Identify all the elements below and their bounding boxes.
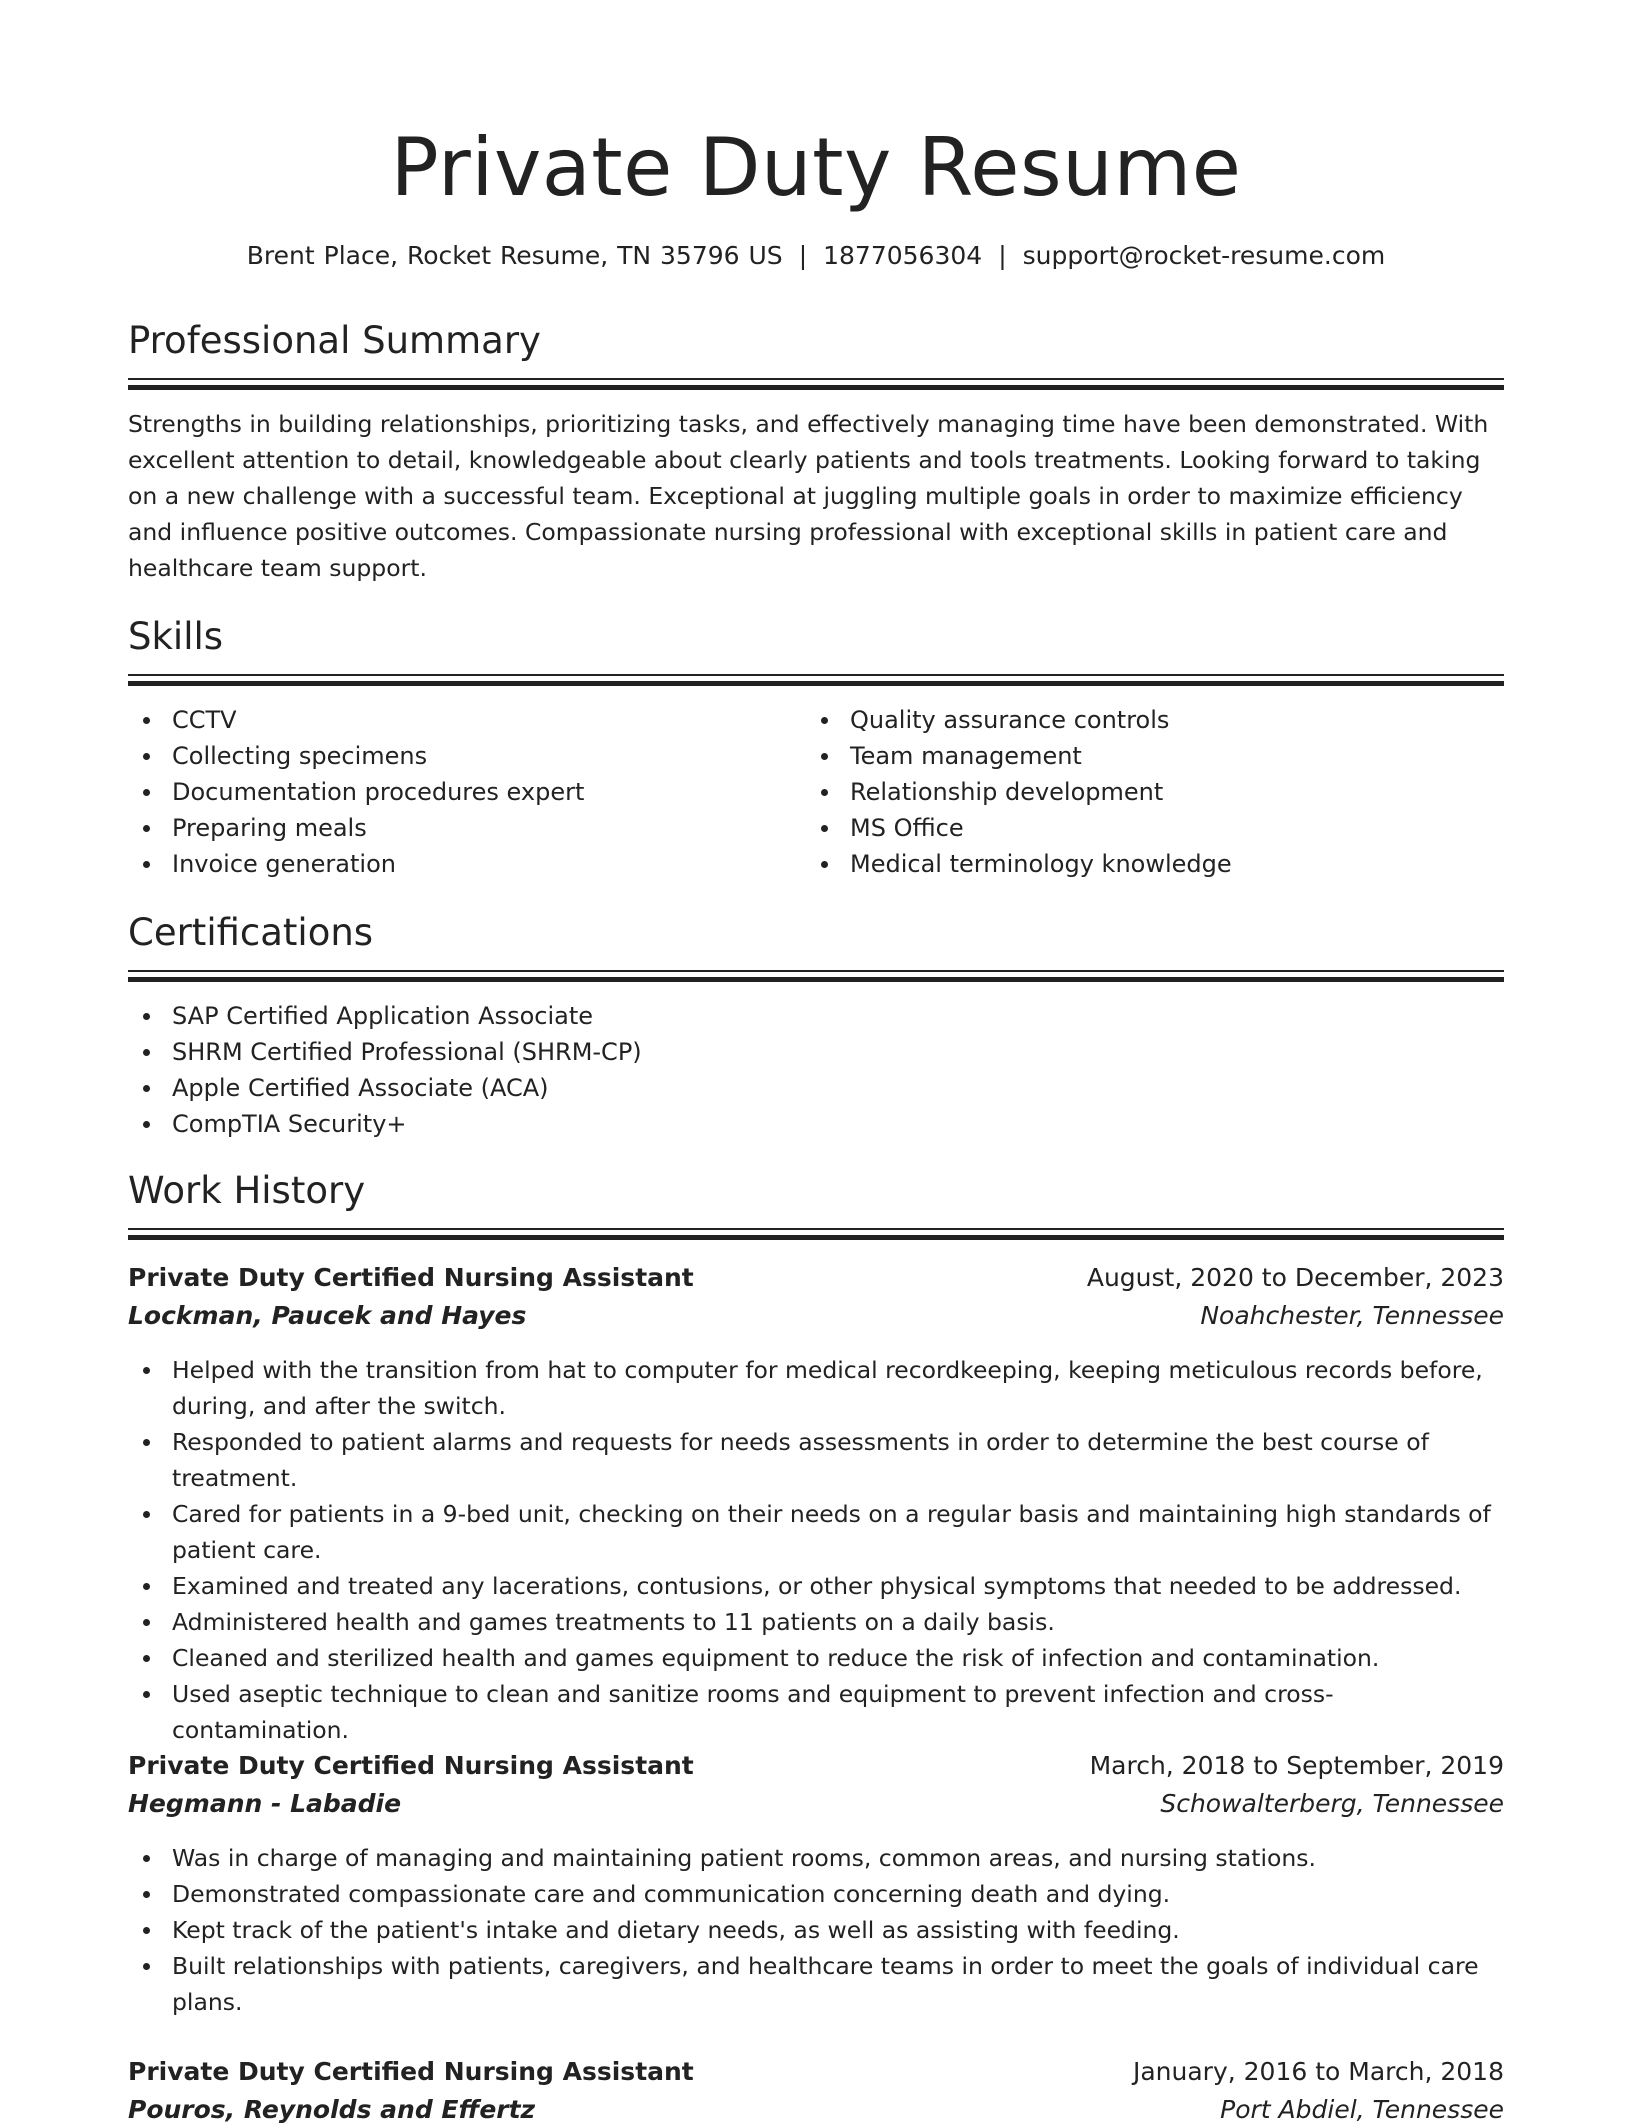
skill-item: Collecting specimens (128, 738, 798, 774)
job-bullet: Kept track of the patient's intake and dietary needs, as well as assisting with feeding. (128, 1912, 1504, 1948)
job-title: Private Duty Certified Nursing Assistant (128, 1263, 694, 1292)
summary-text: Strengths in building relationships, prioritizing tasks, and effectively managing time have been demonstrated. With excellent attention to detail, knowledgeable about clearly patients and tools treatments. Looking forward to taking on a new challenge with a successful team. Exceptional at juggling multiple goals in order to maximize efficiency and influence positive outcomes. Compassionate nursing professional with exceptional skills in patient care and healthcare team support. (128, 410, 1489, 582)
job-bullets (128, 1352, 1504, 1748)
skill-item: Preparing meals (128, 810, 798, 846)
contact-address: Brent Place, Rocket Resume, TN 35796 US (246, 241, 783, 270)
job-bullet: Examined and treated any lacerations, contusions, or other physical symptoms that needed to be addressed. (128, 1568, 1504, 1604)
job-dates: August, 2020 to December, 2023 (1086, 1263, 1504, 1292)
work-history-heading: Work History (128, 1169, 366, 1212)
skill-item: Documentation procedures expert (128, 774, 798, 810)
job-location: Schowalterberg, Tennessee (1160, 1789, 1504, 1818)
certification-item: SHRM Certified Professional (SHRM-CP) (128, 1034, 1504, 1070)
job-dates: March, 2018 to September, 2019 (1089, 1751, 1504, 1780)
job-bullet: Cleaned and sterilized health and games equipment to reduce the risk of infection and contamination. (128, 1640, 1504, 1676)
job-bullet: Built relationships with patients, caregivers, and healthcare teams in order to meet the goals of individual care plans. (128, 1948, 1504, 2020)
job-location: Port Abdiel, Tennessee (1220, 2095, 1504, 2124)
certifications-heading: Certifications (128, 911, 374, 954)
skills-heading: Skills (128, 615, 224, 658)
contact-email: support@rocket-resume.com (1022, 241, 1386, 270)
section-divider (128, 674, 1504, 686)
certifications-list (128, 998, 1504, 1142)
skill-item: Quality assurance controls (806, 702, 1504, 738)
job-title: Private Duty Certified Nursing Assistant (128, 2057, 694, 2086)
summary-heading: Professional Summary (128, 319, 541, 362)
job-location: Noahchester, Tennessee (1200, 1301, 1504, 1330)
skills-list-right (806, 702, 1504, 882)
job-bullet: Was in charge of managing and maintaining patient rooms, common areas, and nursing stations. (128, 1840, 1504, 1876)
job-bullet: Demonstrated compassionate care and communication concerning death and dying. (128, 1876, 1504, 1912)
section-divider (128, 1228, 1504, 1240)
skill-item: Invoice generation (128, 846, 798, 882)
job-bullet: Helped with the transition from hat to computer for medical recordkeeping, keeping meticulous records before, during, and after the switch. (128, 1352, 1504, 1424)
resume-page (128, 0, 1504, 2124)
job-title: Private Duty Certified Nursing Assistant (128, 1751, 694, 1780)
resume-name: Private Duty Resume (390, 121, 1242, 214)
job-bullets (128, 1840, 1504, 2020)
job-company: Lockman, Paucek and Hayes (128, 1301, 527, 1330)
job-company: Pouros, Reynolds and Effertz (128, 2095, 536, 2124)
section-divider (128, 970, 1504, 982)
contact-separator: | (998, 241, 1007, 270)
job-bullet: Cared for patients in a 9-bed unit, checking on their needs on a regular basis and maintaining high standards of patient care. (128, 1496, 1504, 1568)
job-bullet: Responded to patient alarms and requests for needs assessments in order to determine the best course of treatment. (128, 1424, 1504, 1496)
skills-list-left (128, 702, 798, 882)
certification-item: Apple Certified Associate (ACA) (128, 1070, 1504, 1106)
skill-item: CCTV (128, 702, 798, 738)
job-dates: January, 2016 to March, 2018 (1132, 2057, 1504, 2086)
contact-line (128, 238, 1504, 274)
contact-phone: 1877056304 (823, 241, 983, 270)
contact-separator: | (798, 241, 808, 270)
job-bullet: Used aseptic technique to clean and sanitize rooms and equipment to prevent infection and cross-contamination. (128, 1676, 1504, 1748)
skill-item: Team management (806, 738, 1504, 774)
certification-item: CompTIA Security+ (128, 1106, 1504, 1142)
skill-item: Medical terminology knowledge (806, 846, 1504, 882)
section-divider (128, 378, 1504, 390)
job-bullet: Administered health and games treatments to 11 patients on a daily basis. (128, 1604, 1504, 1640)
job-company: Hegmann - Labadie (128, 1789, 402, 1818)
certification-item: SAP Certified Application Associate (128, 998, 1504, 1034)
skill-item: Relationship development (806, 774, 1504, 810)
skill-item: MS Office (806, 810, 1504, 846)
